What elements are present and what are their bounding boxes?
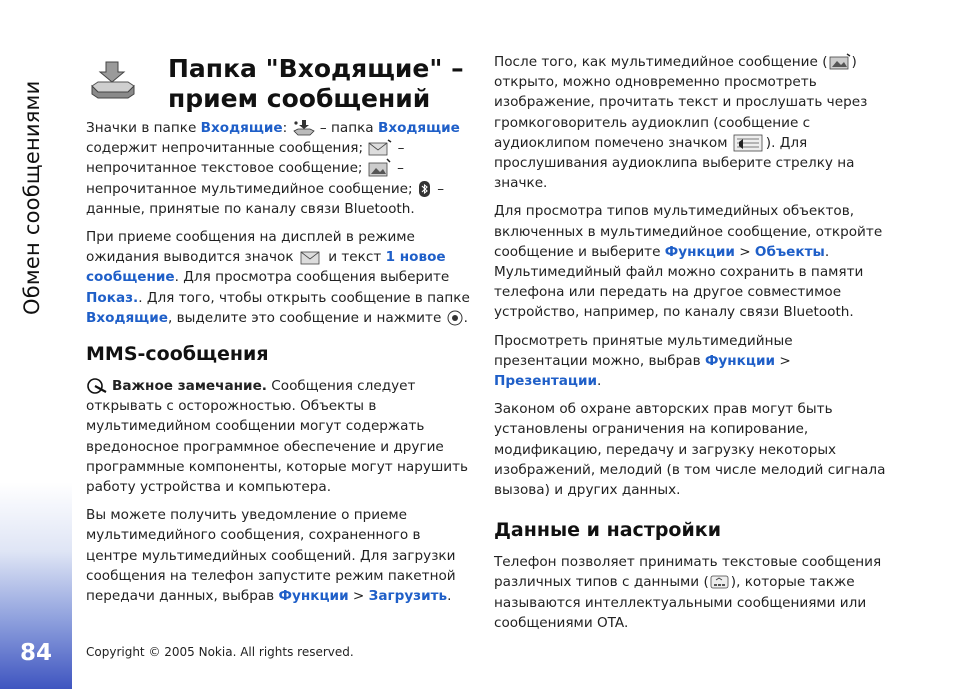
paragraph-smart-messages: Телефон позволяет принимать текстовые сообщения различных типов с данными ( ), которые также называются интеллектуальными сообщениями или сообщениями OTA. (494, 554, 882, 631)
unread-text-message-icon (367, 139, 393, 157)
inbox-icon (292, 119, 316, 137)
section-heading-data-settings: Данные и настройки (494, 519, 722, 542)
mms-icon (828, 53, 852, 71)
select-key-icon (446, 309, 464, 327)
bluetooth-data-icon (417, 179, 433, 199)
menu-path-inbox: Входящие (377, 120, 460, 136)
paragraph-mms-open: После того, как мультимедийное сообщение ( ) открыто, можно одновременно просмотреть изображение, прочитать текст и прослушать через громкоговоритель аудиоклип (сообщение с аудиоклипом помечено значком ). Для прослушивания аудиоклипа выберите стрелку на значке. (494, 54, 868, 192)
audio-clip-icon (732, 133, 766, 153)
sidebar (0, 0, 72, 689)
unread-mms-icon (367, 158, 393, 178)
paragraph-copyright-law: Законом об охране авторских прав могут быть установлены ограничения на копирование, модификацию, передачу и загрузку некоторых изображений, мелодий (в том числе мелодий сигнала вызова) и других данных. (494, 401, 886, 499)
page-number: 84 (19, 640, 52, 666)
inbox-folder-icon (88, 58, 136, 102)
warning-note-icon (86, 377, 108, 395)
paragraph-mms-objects: Для просмотра типов мультимедийных объектов, включенных в мультимедийное сообщение, откройте сообщение и выберите Функции > Объекты. Мультимедийный файл можно сохранить в памяти телефона или передать на другое совместимое устройство, например, по каналу связи Bluetooth. (494, 203, 883, 321)
copyright-footer: Copyright © 2005 Nokia. All rights reserved. (86, 645, 354, 659)
page-title: Папка "Входящие" – прием сообщений (168, 54, 464, 113)
chapter-title: Обмен сообщениями (20, 80, 44, 315)
smart-message-icon (709, 573, 731, 591)
new-message-icon (298, 248, 324, 266)
right-column (494, 52, 886, 641)
paragraph-mms-notification: Вы можете получить уведомление о приеме мультимедийного сообщения, сохраненного в центре мультимедийных сообщений. Для загрузки сообщения на телефон запустите режим пакетной передачи данных, выбрав Функции > Загрузить. (86, 507, 456, 605)
section-heading-mms: MMS-сообщения (86, 343, 269, 366)
note-label: Важное замечание. (112, 378, 267, 395)
paragraph-new-message: При приеме сообщения на дисплей в режиме ожидания выводится значок и текст 1 новое сообщение. Для просмотра сообщения выберите Показ.. Для того, чтобы открыть сообщение в папке Входящие, выделите это сообщение и нажмите . (86, 229, 470, 326)
left-column (86, 118, 476, 614)
menu-path-inbox: Входящие (200, 120, 283, 136)
paragraph-inbox-icons: Значки в папке Входящие: – папка Входящие содержит непрочитанные сообщения; – непрочитанное текстовое сообщение; – непрочитанное мультимедийное сообщение; – данные, принятые по каналу связи Bluetooth. (86, 120, 460, 217)
important-note: Важное замечание. Сообщения следует открывать с осторожностью. Объекты в мультимедийном сообщении могут содержать вредоносное программное обеспечение и другие программные компоненты, которые могут нарушить работу устройства и компьютера. (86, 378, 469, 496)
paragraph-presentations: Просмотреть принятые мультимедийные презентации можно, выбрав Функции > Презентации. (494, 332, 793, 390)
